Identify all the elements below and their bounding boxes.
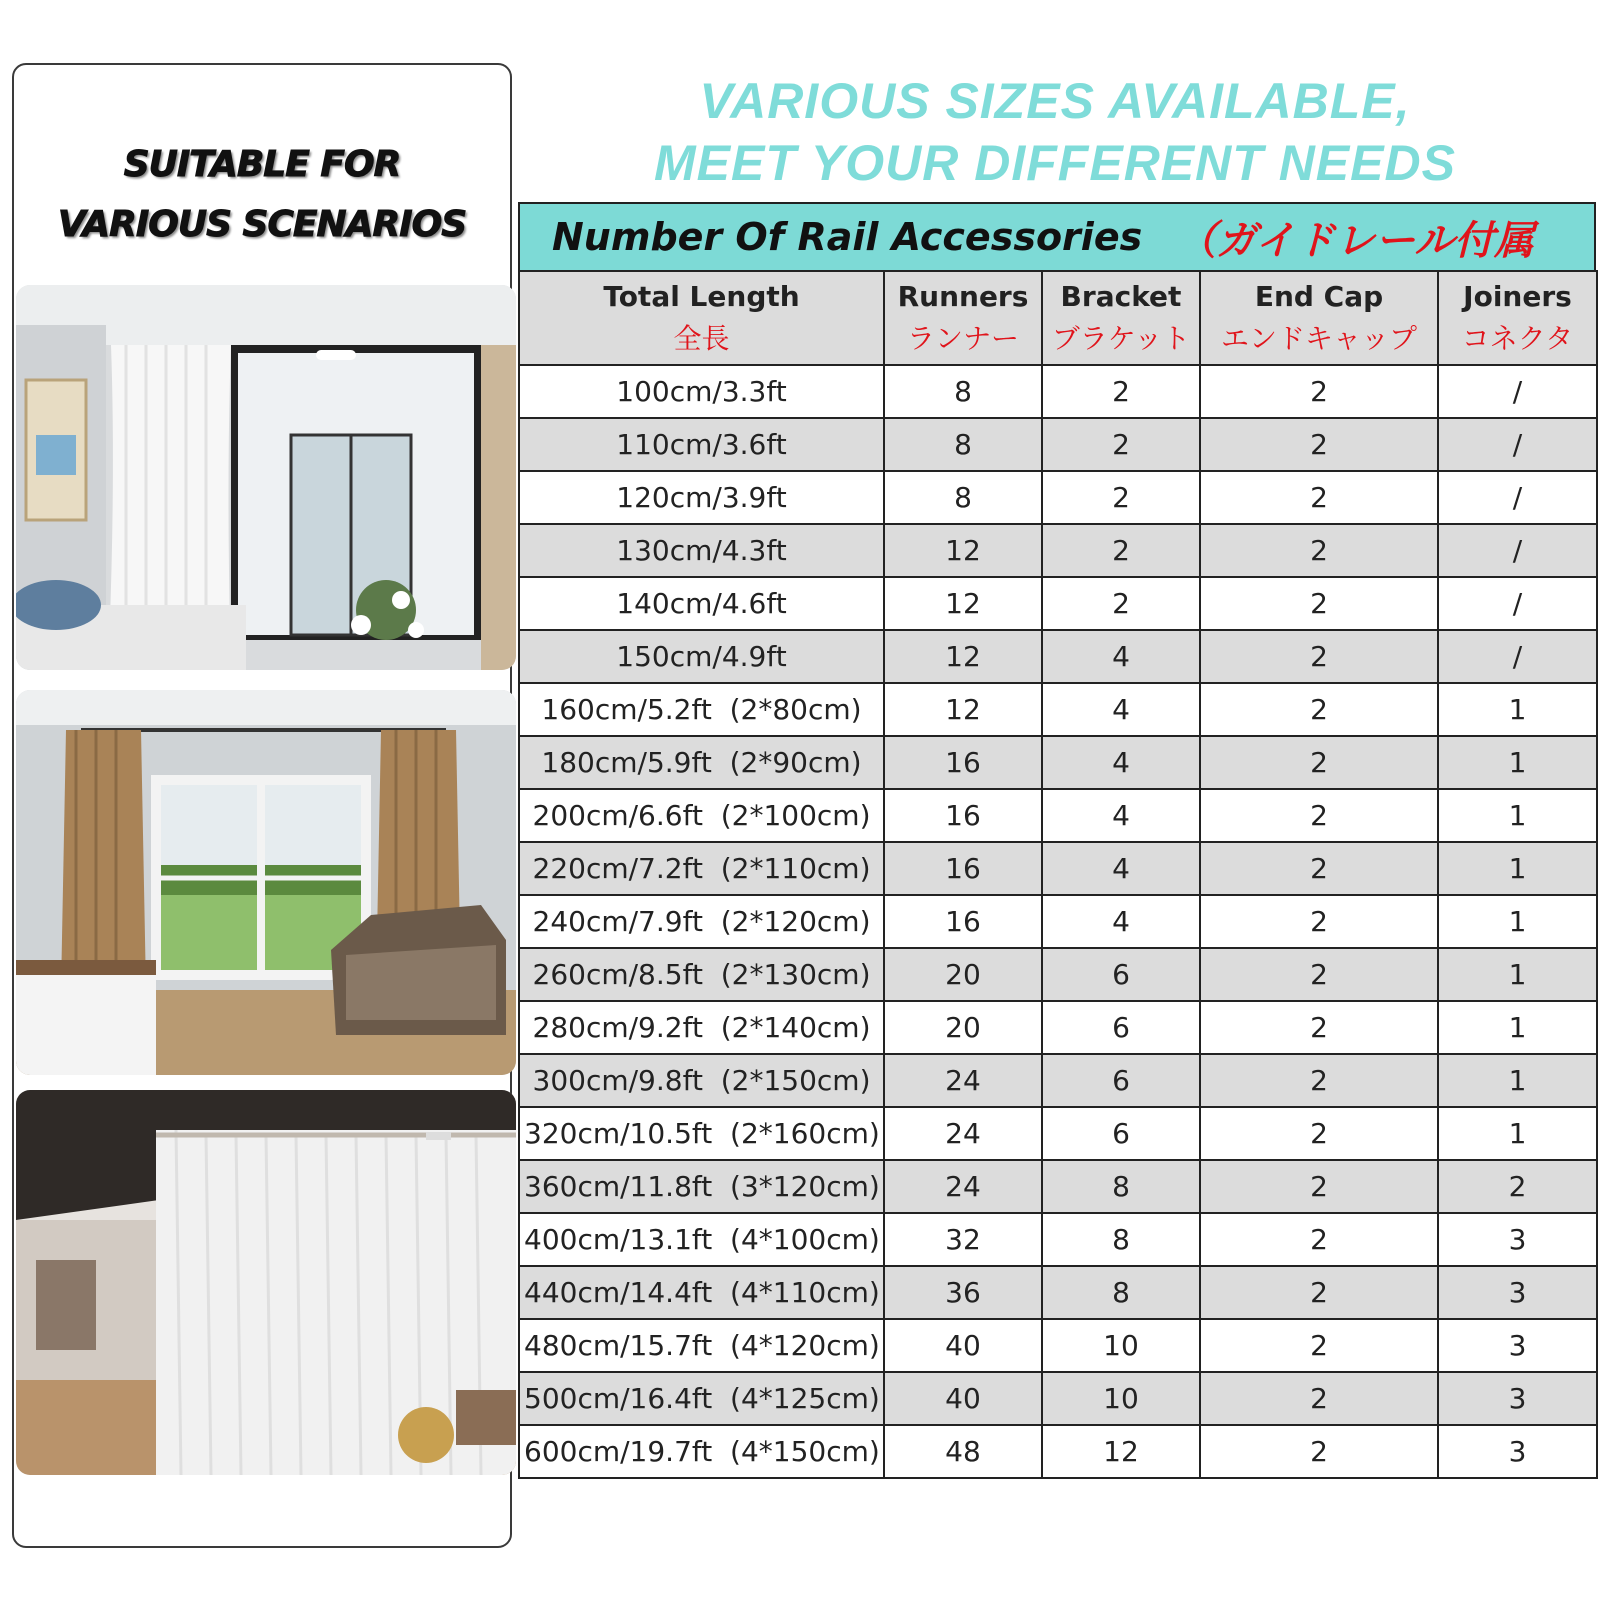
headline — [590, 70, 1520, 194]
table-row — [519, 683, 1597, 736]
cell-joiners: 3 — [1438, 1372, 1597, 1425]
cell-runners: 8 — [884, 365, 1042, 418]
table-row — [519, 1001, 1597, 1054]
column-header-total-length-en: Total Length — [603, 280, 800, 313]
column-header-bracket-jp: ブラケット — [1051, 322, 1191, 355]
cell-bracket: 6 — [1042, 1107, 1200, 1160]
table-title-english: Number Of Rail Accessories — [552, 215, 1143, 259]
cell-total-length: 130cm/4.3ft — [519, 524, 884, 577]
cell-runners: 12 — [884, 630, 1042, 683]
column-header-joiners-en: Joiners — [1463, 280, 1572, 313]
cell-bracket: 6 — [1042, 1054, 1200, 1107]
cell-total-length: 300cm/9.8ft (2*150cm) — [519, 1054, 884, 1107]
cell-runners: 12 — [884, 524, 1042, 577]
cell-total-length: 600cm/19.7ft (4*150cm) — [519, 1425, 884, 1478]
cell-total-length: 150cm/4.9ft — [519, 630, 884, 683]
cell-end-cap: 2 — [1200, 365, 1438, 418]
accessories-table-container — [518, 202, 1596, 1479]
cell-bracket: 6 — [1042, 1001, 1200, 1054]
cell-total-length: 400cm/13.1ft (4*100cm) — [519, 1213, 884, 1266]
table-row — [519, 1213, 1597, 1266]
scene-ceiling-track-curtain-photo — [16, 1090, 516, 1475]
cell-end-cap: 2 — [1200, 1266, 1438, 1319]
cell-bracket: 4 — [1042, 789, 1200, 842]
table-row — [519, 842, 1597, 895]
scene-brown-curtain-window-photo — [16, 690, 516, 1075]
cell-runners: 16 — [884, 736, 1042, 789]
column-header-end-cap-jp: エンドキャップ — [1220, 322, 1417, 355]
cell-end-cap: 2 — [1200, 471, 1438, 524]
cell-end-cap: 2 — [1200, 1372, 1438, 1425]
cell-bracket: 4 — [1042, 842, 1200, 895]
table-row — [519, 471, 1597, 524]
cell-joiners: 3 — [1438, 1425, 1597, 1478]
cell-bracket: 2 — [1042, 418, 1200, 471]
cell-runners: 24 — [884, 1107, 1042, 1160]
cell-total-length: 180cm/5.9ft (2*90cm) — [519, 736, 884, 789]
cell-total-length: 220cm/7.2ft (2*110cm) — [519, 842, 884, 895]
cell-runners: 12 — [884, 683, 1042, 736]
cell-joiners: 1 — [1438, 1054, 1597, 1107]
column-header-runners-en: Runners — [897, 280, 1029, 313]
cell-bracket: 4 — [1042, 736, 1200, 789]
column-header-runners-jp: ランナー — [906, 322, 1019, 355]
cell-end-cap: 2 — [1200, 524, 1438, 577]
table-title-japanese: （ガイドレール付属 — [1176, 217, 1535, 264]
cell-end-cap: 2 — [1200, 1213, 1438, 1266]
cell-bracket: 2 — [1042, 365, 1200, 418]
scene-white-curtain-room-photo — [16, 285, 516, 670]
cell-runners: 8 — [884, 418, 1042, 471]
cell-total-length: 240cm/7.9ft (2*120cm) — [519, 895, 884, 948]
cell-joiners: 1 — [1438, 1001, 1597, 1054]
cell-runners: 48 — [884, 1425, 1042, 1478]
cell-joiners: 1 — [1438, 948, 1597, 1001]
cell-end-cap: 2 — [1200, 630, 1438, 683]
table-row — [519, 418, 1597, 471]
cell-total-length: 440cm/14.4ft (4*110cm) — [519, 1266, 884, 1319]
cell-bracket: 10 — [1042, 1319, 1200, 1372]
cell-joiners: / — [1438, 418, 1597, 471]
cell-end-cap: 2 — [1200, 789, 1438, 842]
cell-joiners: 1 — [1438, 1107, 1597, 1160]
cell-runners: 32 — [884, 1213, 1042, 1266]
cell-joiners: 3 — [1438, 1213, 1597, 1266]
cell-bracket: 8 — [1042, 1213, 1200, 1266]
cell-joiners: 1 — [1438, 895, 1597, 948]
cell-runners: 40 — [884, 1372, 1042, 1425]
cell-joiners: 3 — [1438, 1319, 1597, 1372]
cell-total-length: 120cm/3.9ft — [519, 471, 884, 524]
headline-line2: MEET YOUR DIFFERENT NEEDS — [654, 135, 1456, 191]
cell-joiners: 1 — [1438, 789, 1597, 842]
column-header-total-length — [519, 271, 884, 365]
cell-end-cap: 2 — [1200, 1425, 1438, 1478]
cell-joiners: 1 — [1438, 842, 1597, 895]
cell-runners: 16 — [884, 895, 1042, 948]
cell-total-length: 480cm/15.7ft (4*120cm) — [519, 1319, 884, 1372]
table-title-bar — [518, 202, 1596, 270]
cell-joiners: / — [1438, 630, 1597, 683]
cell-end-cap: 2 — [1200, 948, 1438, 1001]
column-header-end-cap-en: End Cap — [1254, 280, 1384, 313]
column-header-total-length-jp: 全長 — [673, 322, 730, 355]
cell-end-cap: 2 — [1200, 418, 1438, 471]
scenarios-title-line2: VARIOUS SCENARIOS — [57, 204, 467, 245]
table-row — [519, 630, 1597, 683]
column-header-runners — [884, 271, 1042, 365]
column-header-bracket — [1042, 271, 1200, 365]
cell-end-cap: 2 — [1200, 736, 1438, 789]
cell-runners: 16 — [884, 789, 1042, 842]
cell-end-cap: 2 — [1200, 842, 1438, 895]
cell-total-length: 100cm/3.3ft — [519, 365, 884, 418]
cell-bracket: 4 — [1042, 895, 1200, 948]
cell-joiners: / — [1438, 524, 1597, 577]
column-header-end-cap — [1200, 271, 1438, 365]
cell-runners: 16 — [884, 842, 1042, 895]
cell-joiners: / — [1438, 471, 1597, 524]
table-row — [519, 1266, 1597, 1319]
cell-runners: 20 — [884, 1001, 1042, 1054]
cell-bracket: 6 — [1042, 948, 1200, 1001]
table-row — [519, 1160, 1597, 1213]
cell-joiners: 1 — [1438, 736, 1597, 789]
cell-total-length: 200cm/6.6ft (2*100cm) — [519, 789, 884, 842]
table-row — [519, 1319, 1597, 1372]
cell-runners: 36 — [884, 1266, 1042, 1319]
cell-joiners: / — [1438, 365, 1597, 418]
table-row — [519, 365, 1597, 418]
cell-end-cap: 2 — [1200, 1160, 1438, 1213]
cell-runners: 40 — [884, 1319, 1042, 1372]
scenarios-title — [14, 135, 510, 255]
table-body — [519, 365, 1597, 1478]
cell-end-cap: 2 — [1200, 683, 1438, 736]
table-row — [519, 1054, 1597, 1107]
cell-runners: 12 — [884, 577, 1042, 630]
cell-total-length: 160cm/5.2ft (2*80cm) — [519, 683, 884, 736]
table-row — [519, 577, 1597, 630]
table-row — [519, 1372, 1597, 1425]
cell-runners: 24 — [884, 1160, 1042, 1213]
cell-end-cap: 2 — [1200, 1107, 1438, 1160]
cell-bracket: 4 — [1042, 683, 1200, 736]
column-header-joiners — [1438, 271, 1597, 365]
table-row — [519, 524, 1597, 577]
cell-joiners: 1 — [1438, 683, 1597, 736]
cell-end-cap: 2 — [1200, 1001, 1438, 1054]
table-row — [519, 736, 1597, 789]
table-row — [519, 1107, 1597, 1160]
table-row — [519, 948, 1597, 1001]
column-header-bracket-en: Bracket — [1060, 280, 1182, 313]
cell-bracket: 2 — [1042, 524, 1200, 577]
cell-total-length: 280cm/9.2ft (2*140cm) — [519, 1001, 884, 1054]
scenarios-panel — [12, 63, 512, 1548]
cell-total-length: 320cm/10.5ft (2*160cm) — [519, 1107, 884, 1160]
scenarios-title-line1: SUITABLE FOR — [123, 144, 401, 185]
headline-line1: VARIOUS SIZES AVAILABLE, — [699, 73, 1411, 129]
cell-bracket: 8 — [1042, 1160, 1200, 1213]
table-row — [519, 789, 1597, 842]
cell-end-cap: 2 — [1200, 1319, 1438, 1372]
cell-bracket: 8 — [1042, 1266, 1200, 1319]
cell-end-cap: 2 — [1200, 1054, 1438, 1107]
cell-joiners: 3 — [1438, 1266, 1597, 1319]
cell-bracket: 12 — [1042, 1425, 1200, 1478]
cell-end-cap: 2 — [1200, 895, 1438, 948]
cell-total-length: 360cm/11.8ft (3*120cm) — [519, 1160, 884, 1213]
cell-runners: 24 — [884, 1054, 1042, 1107]
cell-total-length: 500cm/16.4ft (4*125cm) — [519, 1372, 884, 1425]
cell-bracket: 10 — [1042, 1372, 1200, 1425]
cell-total-length: 140cm/4.6ft — [519, 577, 884, 630]
accessories-table — [518, 270, 1598, 1479]
column-header-joiners-jp: コネクタ — [1461, 322, 1574, 355]
cell-total-length: 110cm/3.6ft — [519, 418, 884, 471]
cell-runners: 8 — [884, 471, 1042, 524]
cell-joiners: / — [1438, 577, 1597, 630]
table-row — [519, 895, 1597, 948]
table-header-row — [519, 271, 1597, 365]
cell-runners: 20 — [884, 948, 1042, 1001]
cell-bracket: 2 — [1042, 471, 1200, 524]
table-row — [519, 1425, 1597, 1478]
cell-joiners: 2 — [1438, 1160, 1597, 1213]
cell-bracket: 2 — [1042, 577, 1200, 630]
cell-end-cap: 2 — [1200, 577, 1438, 630]
cell-total-length: 260cm/8.5ft (2*130cm) — [519, 948, 884, 1001]
cell-bracket: 4 — [1042, 630, 1200, 683]
